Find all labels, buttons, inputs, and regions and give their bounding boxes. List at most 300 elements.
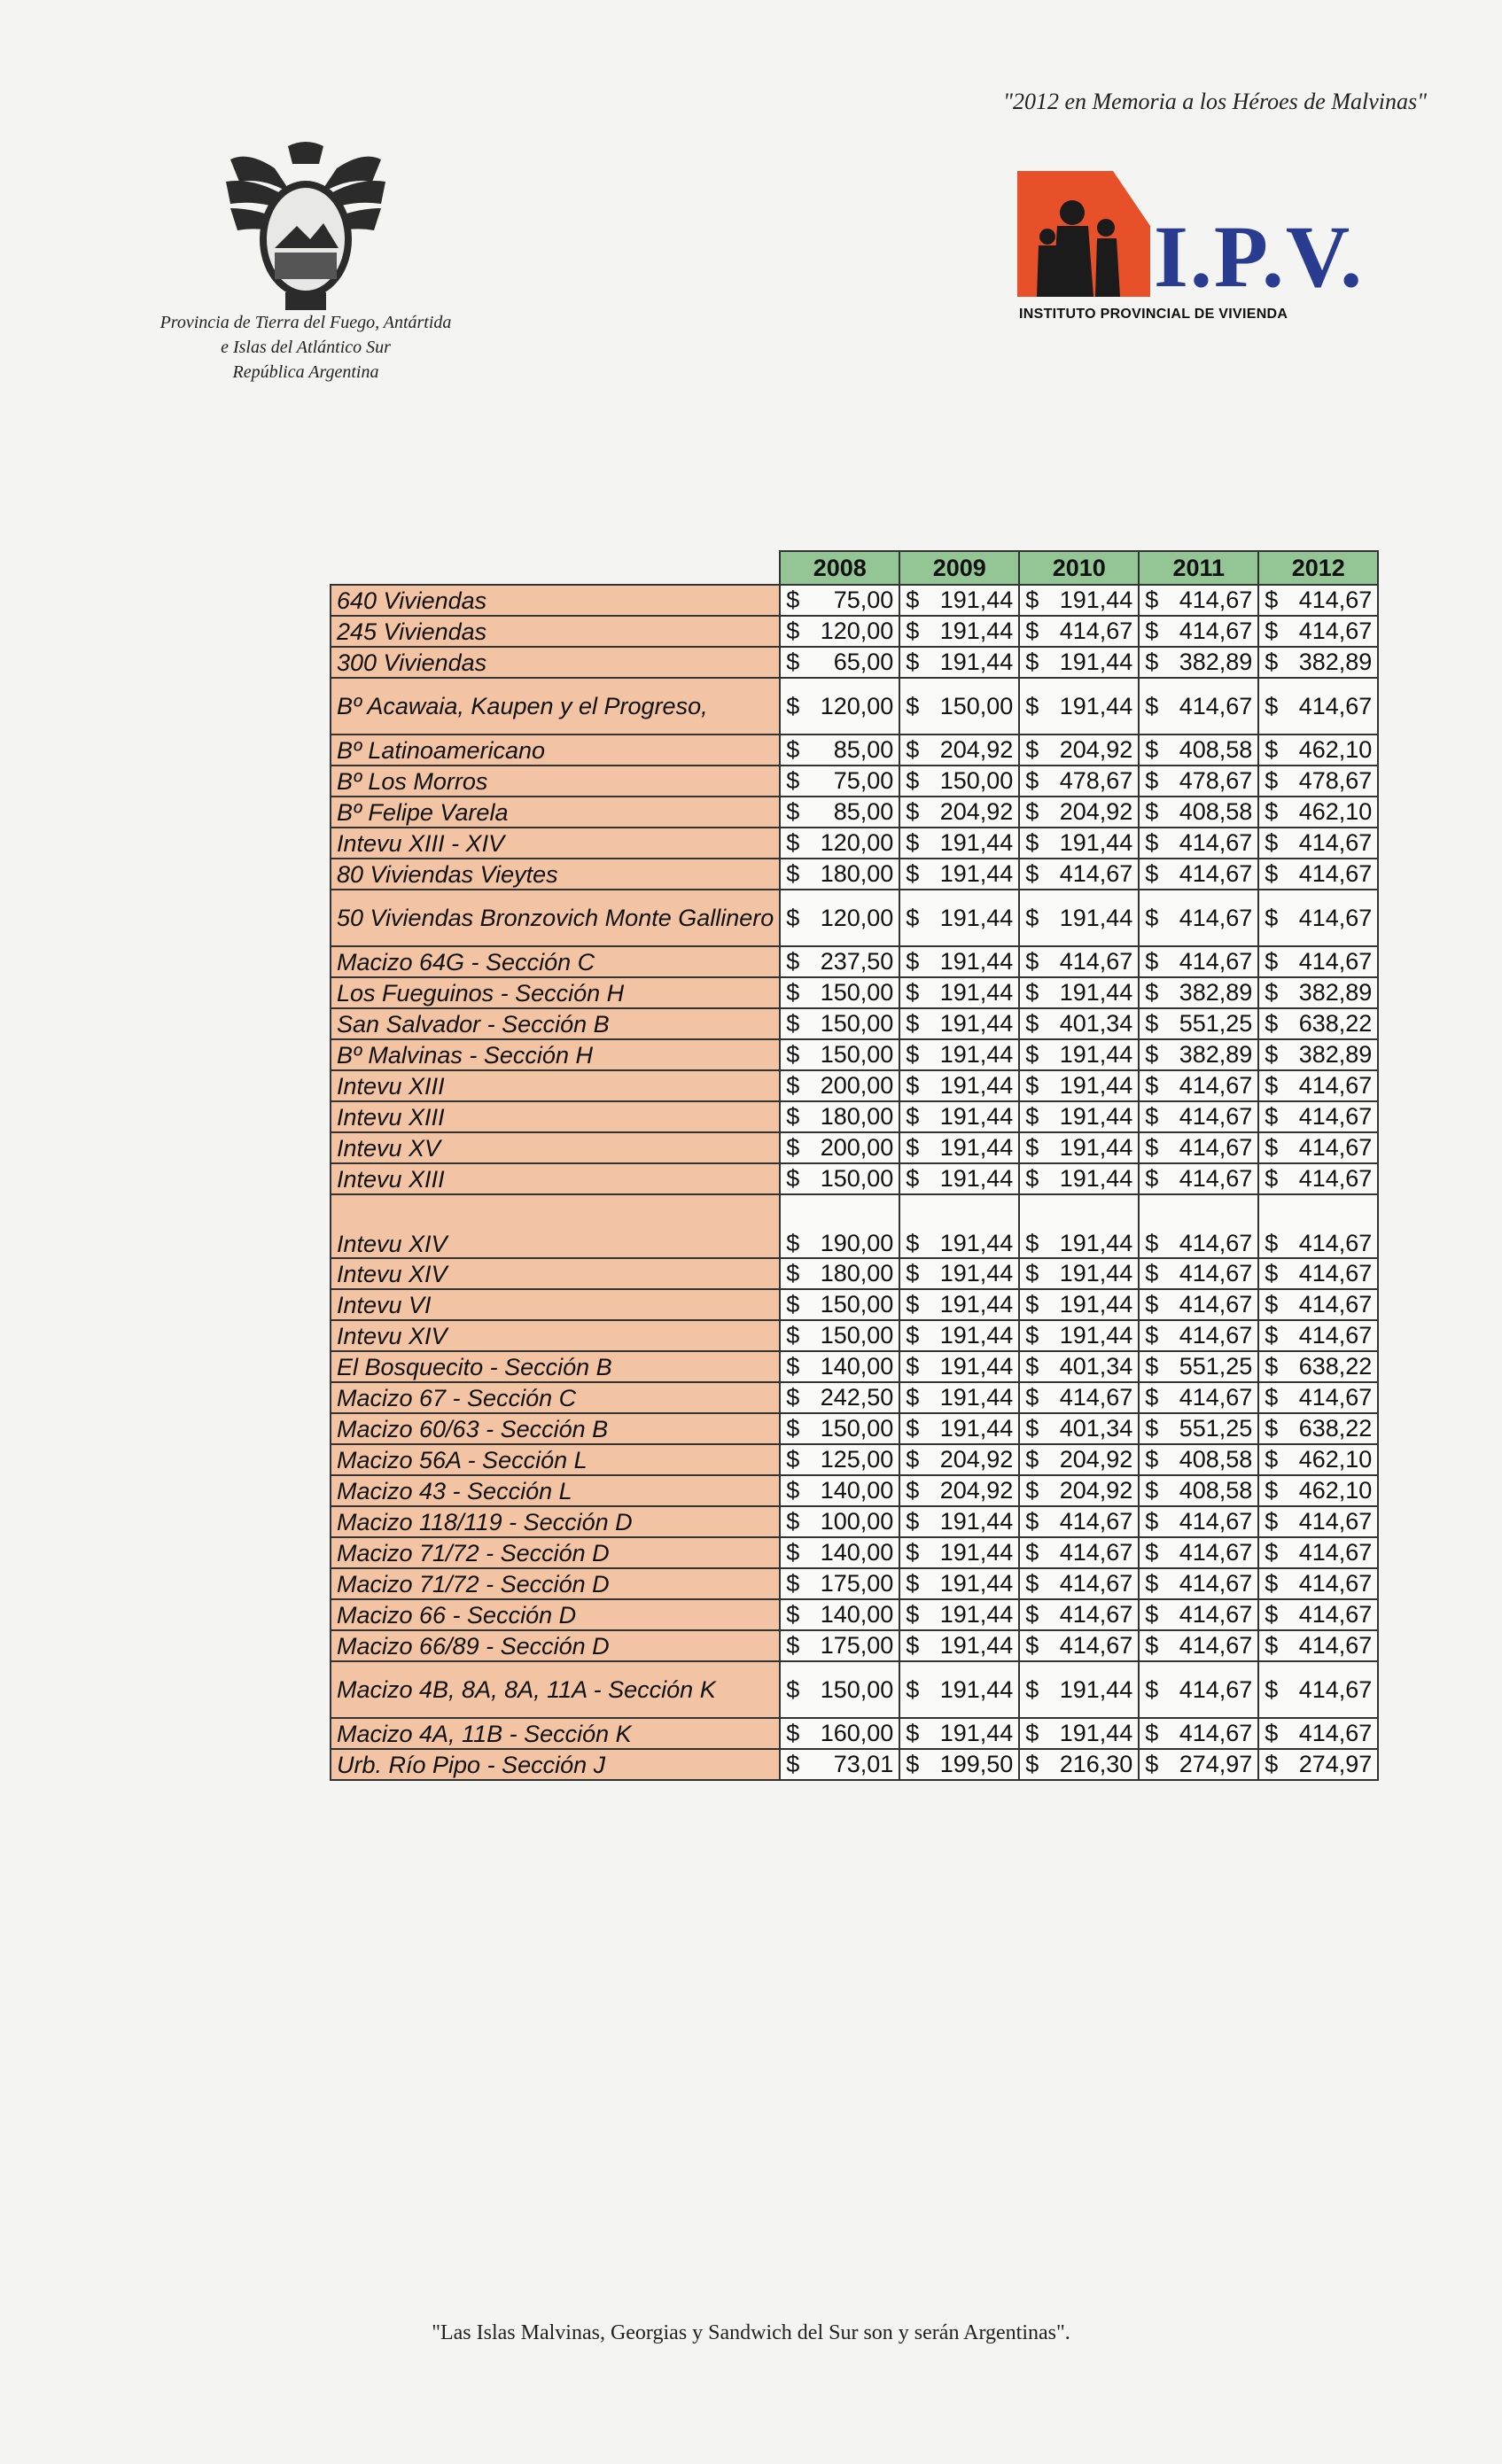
rate-cell (780, 1289, 899, 1320)
table-row (331, 616, 1378, 647)
rate-cell (899, 1506, 1019, 1537)
rate-cell (899, 1444, 1019, 1475)
currency-symbol: $ (906, 1508, 920, 1535)
rate-cell (1258, 1320, 1378, 1351)
currency-symbol: $ (906, 767, 920, 794)
rate-cell (899, 1537, 1019, 1568)
rate-cell (1258, 1194, 1378, 1258)
rate-cell (899, 1132, 1019, 1163)
neighborhood-name-cell: Macizo 66/89 - Sección D (331, 1630, 780, 1661)
rate-amount: 191,44 (1059, 1675, 1133, 1703)
rate-cell (1019, 797, 1139, 828)
rate-amount: 414,67 (1298, 1230, 1373, 1256)
rate-amount: 414,67 (1059, 1384, 1133, 1411)
rate-amount: 191,44 (939, 1539, 1014, 1566)
neighborhood-name-cell: Los Fueguinos - Sección H (331, 977, 780, 1008)
rate-amount: 65,00 (833, 649, 894, 675)
currency-symbol: $ (786, 1570, 800, 1597)
neighborhood-name-cell: Macizo 60/63 - Sección B (331, 1413, 780, 1444)
rate-cell (1258, 1599, 1378, 1630)
rate-cell (780, 977, 899, 1008)
rate-cell (1019, 1661, 1139, 1718)
rate-amount: 191,44 (1059, 1134, 1133, 1161)
rate-amount: 150,00 (820, 1165, 894, 1192)
neighborhood-name-cell: Bº Malvinas - Sección H (331, 1039, 780, 1070)
currency-symbol: $ (786, 1675, 800, 1703)
table-row (331, 1568, 1378, 1599)
currency-symbol: $ (1145, 1291, 1159, 1318)
table-row (331, 1039, 1378, 1070)
table-row (331, 766, 1378, 797)
rate-cell (899, 1599, 1019, 1630)
table-row (331, 1537, 1378, 1568)
rate-cell (780, 735, 899, 766)
rate-amount: 237,50 (820, 948, 894, 975)
currency-symbol: $ (1265, 1751, 1279, 1777)
rate-amount: 414,67 (1179, 1103, 1253, 1130)
currency-symbol: $ (1025, 1260, 1039, 1286)
table-row (331, 1506, 1378, 1537)
rate-cell (899, 585, 1019, 616)
currency-symbol: $ (906, 1539, 920, 1566)
neighborhood-name-cell: Macizo 56A - Sección L (331, 1444, 780, 1475)
currency-symbol: $ (906, 1477, 920, 1504)
rate-amount: 191,44 (939, 1415, 1014, 1442)
rate-amount: 414,67 (1298, 1570, 1373, 1597)
rate-cell (899, 616, 1019, 647)
currency-symbol: $ (906, 1384, 920, 1411)
year-header: 2011 (1139, 551, 1258, 585)
rate-cell (1019, 766, 1139, 797)
currency-symbol: $ (1025, 798, 1039, 825)
table-row (331, 647, 1378, 678)
neighborhood-name-cell: Intevu XIII (331, 1163, 780, 1194)
rate-amount: 150,00 (820, 1675, 894, 1703)
rate-amount: 204,92 (939, 1446, 1014, 1473)
currency-symbol: $ (1145, 618, 1159, 644)
currency-symbol: $ (786, 1415, 800, 1442)
currency-symbol: $ (1025, 1751, 1039, 1777)
currency-symbol: $ (1025, 618, 1039, 644)
rate-cell (780, 1101, 899, 1132)
currency-symbol: $ (1145, 860, 1159, 887)
rate-amount: 191,44 (939, 860, 1014, 887)
table-row (331, 1163, 1378, 1194)
currency-symbol: $ (1265, 1010, 1279, 1037)
currency-symbol: $ (1145, 1720, 1159, 1746)
rate-amount: 191,44 (939, 948, 1014, 975)
currency-symbol: $ (786, 1446, 800, 1473)
currency-symbol: $ (1265, 1134, 1279, 1161)
neighborhood-name-cell: Bº Latinoamericano (331, 735, 780, 766)
rate-amount: 414,67 (1179, 1675, 1253, 1703)
neighborhood-name-cell: Macizo 4A, 11B - Sección K (331, 1718, 780, 1749)
currency-symbol: $ (1265, 1353, 1279, 1380)
currency-symbol: $ (786, 1010, 800, 1037)
neighborhood-name-cell: 80 Viviendas Vieytes (331, 859, 780, 890)
rate-amount: 414,67 (1179, 1570, 1253, 1597)
currency-symbol: $ (1265, 618, 1279, 644)
rate-amount: 191,44 (939, 1632, 1014, 1659)
rates-table (330, 550, 1379, 1781)
rate-amount: 414,67 (1298, 692, 1373, 719)
rate-cell (780, 1070, 899, 1101)
currency-symbol: $ (906, 860, 920, 887)
rate-amount: 140,00 (820, 1539, 894, 1566)
rate-amount: 191,44 (1059, 979, 1133, 1006)
rate-cell (780, 1537, 899, 1568)
rate-amount: 191,44 (939, 1570, 1014, 1597)
rate-amount: 401,34 (1059, 1415, 1133, 1442)
rate-amount: 180,00 (820, 860, 894, 887)
currency-symbol: $ (1025, 979, 1039, 1006)
table-row (331, 1351, 1378, 1382)
currency-symbol: $ (1265, 1041, 1279, 1068)
header-blank-cell (331, 551, 780, 585)
table-row (331, 1599, 1378, 1630)
year-header: 2012 (1258, 551, 1378, 585)
rate-cell (899, 828, 1019, 859)
currency-symbol: $ (786, 1041, 800, 1068)
currency-symbol: $ (1025, 1508, 1039, 1535)
currency-symbol: $ (1025, 1720, 1039, 1746)
rate-cell (1258, 678, 1378, 735)
rate-cell (1139, 859, 1258, 890)
rate-cell (1139, 890, 1258, 946)
currency-symbol: $ (1265, 649, 1279, 675)
rate-cell (1139, 1444, 1258, 1475)
rate-cell (1019, 735, 1139, 766)
table-row (331, 1444, 1378, 1475)
rate-amount: 150,00 (820, 1415, 894, 1442)
rate-amount: 216,30 (1059, 1751, 1133, 1777)
neighborhood-name-cell: Intevu XV (331, 1132, 780, 1163)
currency-symbol: $ (1145, 798, 1159, 825)
rate-cell (899, 797, 1019, 828)
currency-symbol: $ (1145, 1384, 1159, 1411)
rate-cell (780, 890, 899, 946)
rate-amount: 191,44 (939, 829, 1014, 856)
rate-amount: 160,00 (820, 1720, 894, 1746)
rate-cell (1139, 1413, 1258, 1444)
rate-amount: 382,89 (1179, 1041, 1253, 1068)
currency-symbol: $ (1145, 1322, 1159, 1349)
currency-symbol: $ (906, 1720, 920, 1746)
rate-cell (1019, 1351, 1139, 1382)
rate-cell (899, 890, 1019, 946)
currency-symbol: $ (906, 1291, 920, 1318)
neighborhood-name-cell: Intevu XIII - XIV (331, 828, 780, 859)
rate-amount: 191,44 (939, 618, 1014, 644)
rate-cell (1258, 1537, 1378, 1568)
rate-amount: 191,44 (1059, 1322, 1133, 1349)
rate-amount: 85,00 (833, 736, 894, 763)
rate-cell (780, 766, 899, 797)
currency-symbol: $ (906, 1260, 920, 1286)
rate-amount: 191,44 (1059, 587, 1133, 613)
rate-cell (780, 1320, 899, 1351)
rate-cell (1019, 890, 1139, 946)
rate-cell (899, 678, 1019, 735)
rate-amount: 414,67 (1179, 1539, 1253, 1566)
rate-cell (1139, 1506, 1258, 1537)
rate-cell (1139, 1163, 1258, 1194)
rate-amount: 414,67 (1179, 692, 1253, 719)
rate-amount: 204,92 (1059, 736, 1133, 763)
currency-symbol: $ (1265, 1230, 1279, 1256)
rate-cell (780, 1444, 899, 1475)
currency-symbol: $ (1145, 649, 1159, 675)
table-row (331, 1258, 1378, 1289)
currency-symbol: $ (1145, 1751, 1159, 1777)
table-row (331, 1008, 1378, 1039)
footer-slogan: "Las Islas Malvinas, Georgias y Sandwich del Sur son y serán Argentinas". (432, 2321, 1070, 2344)
rate-amount: 140,00 (820, 1477, 894, 1504)
rate-cell (1258, 1039, 1378, 1070)
table-row (331, 1749, 1378, 1780)
rate-cell (780, 1749, 899, 1780)
currency-symbol: $ (786, 1508, 800, 1535)
rate-cell (1258, 616, 1378, 647)
rate-cell (780, 1351, 899, 1382)
currency-symbol: $ (1025, 1010, 1039, 1037)
rate-amount: 191,44 (1059, 1720, 1133, 1746)
rate-cell (1019, 1039, 1139, 1070)
rate-amount: 414,67 (1298, 904, 1373, 931)
rate-amount: 478,67 (1179, 767, 1253, 794)
rate-cell (1258, 1413, 1378, 1444)
provincial-crest-icon (213, 142, 399, 319)
rate-cell (780, 1475, 899, 1506)
rate-cell (899, 647, 1019, 678)
rate-cell (1139, 1749, 1258, 1780)
neighborhood-name-cell: Intevu XIII (331, 1070, 780, 1101)
rate-amount: 414,67 (1059, 1601, 1133, 1628)
currency-symbol: $ (906, 904, 920, 931)
rate-amount: 140,00 (820, 1601, 894, 1628)
currency-symbol: $ (1025, 1477, 1039, 1504)
neighborhood-name-cell: Intevu XIV (331, 1194, 780, 1258)
currency-symbol: $ (906, 1103, 920, 1130)
currency-symbol: $ (786, 1601, 800, 1628)
currency-symbol: $ (1265, 736, 1279, 763)
rate-cell (780, 585, 899, 616)
currency-symbol: $ (786, 1072, 800, 1099)
rate-amount: 414,67 (1179, 1632, 1253, 1659)
table-row (331, 946, 1378, 977)
rate-cell (1258, 1718, 1378, 1749)
rate-cell (1019, 678, 1139, 735)
rate-amount: 414,67 (1298, 618, 1373, 644)
currency-symbol: $ (1265, 1570, 1279, 1597)
rate-amount: 414,67 (1179, 1072, 1253, 1099)
rate-cell (1139, 1475, 1258, 1506)
rate-cell (1019, 977, 1139, 1008)
rate-cell (1019, 1132, 1139, 1163)
currency-symbol: $ (1025, 1134, 1039, 1161)
currency-symbol: $ (1265, 1322, 1279, 1349)
currency-symbol: $ (786, 587, 800, 613)
currency-symbol: $ (906, 948, 920, 975)
currency-symbol: $ (1145, 1165, 1159, 1192)
currency-symbol: $ (786, 798, 800, 825)
rate-amount: 204,92 (1059, 798, 1133, 825)
rate-amount: 191,44 (1059, 904, 1133, 931)
rate-cell (1258, 1630, 1378, 1661)
rate-cell (1019, 1630, 1139, 1661)
rate-cell (899, 1070, 1019, 1101)
currency-symbol: $ (1025, 1230, 1039, 1256)
rate-cell (1258, 1008, 1378, 1039)
rate-amount: 191,44 (939, 1353, 1014, 1380)
rate-cell (1258, 1163, 1378, 1194)
rate-cell (1019, 1163, 1139, 1194)
rate-cell (1019, 1444, 1139, 1475)
rate-amount: 551,25 (1179, 1353, 1253, 1380)
rate-amount: 414,67 (1179, 829, 1253, 856)
rate-amount: 191,44 (1059, 1260, 1133, 1286)
rate-amount: 414,67 (1059, 1539, 1133, 1566)
currency-symbol: $ (1025, 1353, 1039, 1380)
rate-cell (780, 859, 899, 890)
rate-amount: 414,67 (1298, 1720, 1373, 1746)
currency-symbol: $ (1145, 587, 1159, 613)
currency-symbol: $ (1025, 1384, 1039, 1411)
rate-amount: 85,00 (833, 798, 894, 825)
rate-cell (1139, 735, 1258, 766)
rate-cell (1139, 828, 1258, 859)
rate-amount: 191,44 (939, 1010, 1014, 1037)
rate-cell (1019, 1258, 1139, 1289)
currency-symbol: $ (1265, 1720, 1279, 1746)
rate-cell (1258, 766, 1378, 797)
currency-symbol: $ (906, 587, 920, 613)
table-row (331, 977, 1378, 1008)
rate-cell (1139, 1599, 1258, 1630)
currency-symbol: $ (906, 1322, 920, 1349)
currency-symbol: $ (786, 904, 800, 931)
currency-symbol: $ (1265, 1103, 1279, 1130)
currency-symbol: $ (1145, 692, 1159, 719)
neighborhood-name-cell: Intevu XIII (331, 1101, 780, 1132)
currency-symbol: $ (786, 1103, 800, 1130)
rate-cell (1258, 1661, 1378, 1718)
rate-cell (1019, 859, 1139, 890)
rate-amount: 150,00 (820, 1010, 894, 1037)
rate-cell (1019, 585, 1139, 616)
currency-symbol: $ (1265, 1415, 1279, 1442)
rate-amount: 414,67 (1298, 1508, 1373, 1535)
currency-symbol: $ (1025, 1291, 1039, 1318)
currency-symbol: $ (1265, 979, 1279, 1006)
currency-symbol: $ (1265, 1446, 1279, 1473)
rate-amount: 191,44 (939, 1260, 1014, 1286)
neighborhood-name-cell: Bº Los Morros (331, 766, 780, 797)
rate-cell (1139, 1537, 1258, 1568)
rate-amount: 191,44 (939, 1230, 1014, 1256)
rate-cell (1258, 1475, 1378, 1506)
rate-cell (899, 946, 1019, 977)
rate-amount: 120,00 (820, 904, 894, 931)
rate-amount: 191,44 (1059, 1230, 1133, 1256)
rate-cell (899, 977, 1019, 1008)
rate-cell (780, 1163, 899, 1194)
rate-amount: 414,67 (1179, 1508, 1253, 1535)
currency-symbol: $ (906, 736, 920, 763)
rate-amount: 204,92 (1059, 1477, 1133, 1504)
rate-cell (780, 1258, 899, 1289)
neighborhood-name-cell: Macizo 67 - Sección C (331, 1382, 780, 1413)
currency-symbol: $ (906, 649, 920, 675)
rate-cell (899, 1320, 1019, 1351)
currency-symbol: $ (786, 1353, 800, 1380)
rate-cell (1258, 797, 1378, 828)
rate-amount: 191,44 (939, 1134, 1014, 1161)
rate-cell (1258, 1132, 1378, 1163)
currency-symbol: $ (1145, 1353, 1159, 1380)
currency-symbol: $ (1145, 1230, 1159, 1256)
rate-cell (1019, 1194, 1139, 1258)
currency-symbol: $ (1025, 736, 1039, 763)
currency-symbol: $ (786, 1632, 800, 1659)
rate-cell (1019, 1382, 1139, 1413)
rate-amount: 191,44 (939, 1675, 1014, 1703)
year-header: 2009 (899, 551, 1019, 585)
rate-amount: 274,97 (1179, 1751, 1253, 1777)
ipv-logo-subtitle: INSTITUTO PROVINCIAL DE VIVIENDA (1019, 307, 1288, 322)
rate-amount: 414,67 (1059, 948, 1133, 975)
currency-symbol: $ (786, 1134, 800, 1161)
currency-symbol: $ (906, 1601, 920, 1628)
currency-symbol: $ (1145, 1260, 1159, 1286)
neighborhood-name-cell: 640 Viviendas (331, 585, 780, 616)
neighborhood-name-cell: Macizo 64G - Sección C (331, 946, 780, 977)
rate-amount: 414,67 (1298, 829, 1373, 856)
rate-cell (1258, 859, 1378, 890)
rate-amount: 462,10 (1298, 798, 1373, 825)
currency-symbol: $ (906, 979, 920, 1006)
currency-symbol: $ (1265, 1165, 1279, 1192)
rate-amount: 414,67 (1179, 1601, 1253, 1628)
rate-cell (899, 1661, 1019, 1718)
rate-amount: 204,92 (939, 798, 1014, 825)
rate-amount: 191,44 (1059, 1291, 1133, 1318)
rate-cell (1019, 1537, 1139, 1568)
currency-symbol: $ (1145, 1010, 1159, 1037)
rate-amount: 200,00 (820, 1134, 894, 1161)
currency-symbol: $ (906, 829, 920, 856)
currency-symbol: $ (1265, 587, 1279, 613)
rate-amount: 382,89 (1298, 979, 1373, 1006)
rate-amount: 125,00 (820, 1446, 894, 1473)
currency-symbol: $ (1265, 1260, 1279, 1286)
rate-amount: 414,67 (1298, 1165, 1373, 1192)
rate-cell (1019, 1599, 1139, 1630)
rate-amount: 414,67 (1179, 904, 1253, 931)
neighborhood-name-cell: 245 Viviendas (331, 616, 780, 647)
rate-cell (1139, 647, 1258, 678)
rate-amount: 414,67 (1059, 1508, 1133, 1535)
currency-symbol: $ (1145, 1601, 1159, 1628)
rate-amount: 414,67 (1179, 1322, 1253, 1349)
table-row (331, 828, 1378, 859)
neighborhood-name-cell: San Salvador - Sección B (331, 1008, 780, 1039)
rate-cell (780, 1599, 899, 1630)
neighborhood-name-cell: Intevu VI (331, 1289, 780, 1320)
rate-cell (1139, 616, 1258, 647)
rate-cell (899, 1475, 1019, 1506)
rate-amount: 191,44 (1059, 1165, 1133, 1192)
